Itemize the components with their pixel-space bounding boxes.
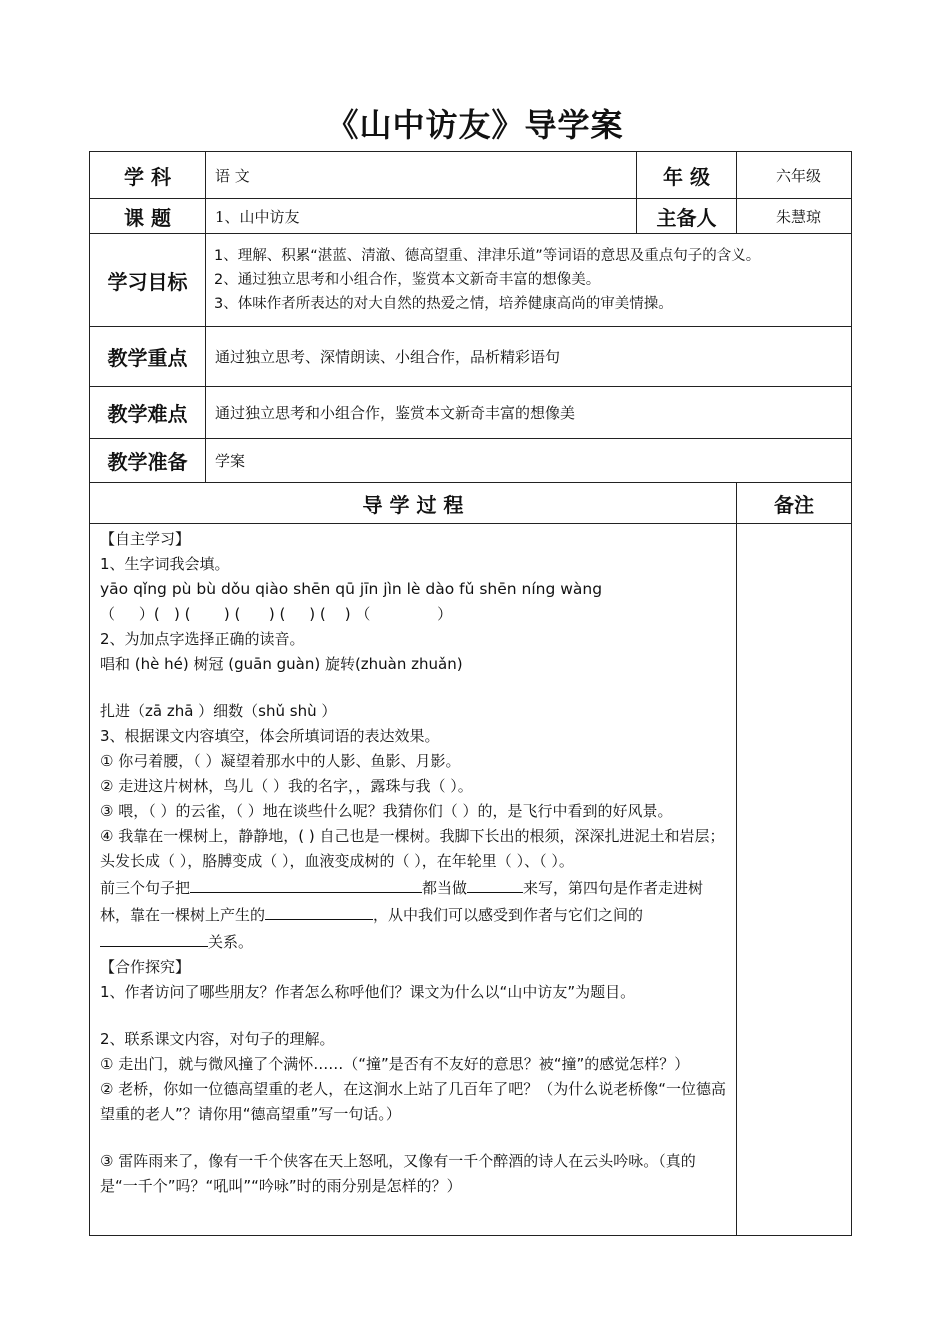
notes-column[interactable] — [737, 524, 852, 1236]
row-process-header — [90, 483, 852, 524]
lesson-plan-table — [89, 151, 852, 1236]
row-objectives — [90, 234, 852, 327]
question-3: 3、根据课文内容填空，体会所填词语的表达效果。 — [100, 727, 440, 745]
fill-text-a: 前三个句子把 — [100, 879, 191, 897]
objectives-list — [206, 234, 852, 327]
row-process-body — [90, 524, 852, 1236]
page-title: 《山中访友》导学案 — [326, 106, 624, 144]
process-header: 导 学 过 程 — [90, 483, 737, 524]
fill-text-c: 来写，第四句是作者走进树林，靠在一棵树上产生的 — [100, 879, 704, 924]
answer-brackets: （ ）( ) ( ) ( ) ( ) ( ) （ ） — [100, 605, 453, 623]
notes-header: 备注 — [737, 483, 852, 524]
cooperation-question-1: 1、作者访问了哪些朋友？作者怎么称呼他们？课文为什么以“山中访友”为题目。 — [100, 983, 636, 1001]
question-3-sentence-1: ① 你弓着腰，（ ）凝望着那水中的人影、鱼影、月影。 — [100, 752, 461, 770]
cooperation-question-2: 2、联系课文内容，对句子的理解。 — [100, 1030, 335, 1048]
topic-label: 课 题 — [90, 199, 206, 234]
fill-text-b: 都当做 — [422, 879, 468, 897]
grade-label: 年 级 — [637, 152, 737, 199]
objective-item: 3、体味作者所表达的对大自然的热爱之情，培养健康高尚的审美情操。 — [214, 296, 673, 312]
row-subject — [90, 152, 852, 199]
question-1: 1、生字词我会填。 — [100, 555, 230, 573]
question-2-options-a: 唱和 (hè hé) 树冠 (guān guàn) 旋转(zhuàn zhuǎn) — [100, 655, 463, 673]
subject-value: 语 文 — [206, 152, 637, 199]
question-3-fill-in — [100, 874, 728, 955]
topic-value: 1、山中访友 — [206, 199, 637, 234]
fill-blank[interactable] — [100, 928, 208, 947]
fill-text-e: 关系。 — [208, 933, 254, 951]
pinyin-line: yāo qǐng pù bù dǒu qiào shēn qū jīn jìn lè dào fǔ shēn níng wàng — [100, 580, 603, 598]
difficulties-value: 通过独立思考和小组合作，鉴赏本文新奇丰富的想像美 — [206, 387, 852, 439]
cooperation-sentence-1: ① 走出门，就与微风撞了个满怀……（“撞”是否有不友好的意思？被“撞”的感觉怎样？） — [100, 1055, 690, 1073]
question-3-sentence-3: ③ 喂，（ ）的云雀，（ ）地在谈些什么呢？我猜你们（ ）的，是飞行中看到的好风景。 — [100, 802, 673, 820]
question-3-sentence-2: ② 走进这片树林，鸟儿（ ）我的名字，，露珠与我（ ）。 — [100, 777, 473, 795]
objective-item: 2、通过独立思考和小组合作，鉴赏本文新奇丰富的想像美。 — [214, 272, 601, 288]
cooperation-sentence-2: ② 老桥，你如一位德高望重的老人，在这涧水上站了几百年了吧？（为什么说老桥像“一位德高望重的老人”？请你用“德高望重”写一句话。） — [100, 1080, 726, 1123]
key-points-value: 通过独立思考、深情朗读、小组合作，品析精彩语句 — [206, 327, 852, 387]
difficulties-label: 教学难点 — [90, 387, 206, 439]
preparation-label: 教学准备 — [90, 439, 206, 483]
fill-blank[interactable] — [190, 874, 422, 893]
row-difficulties — [90, 387, 852, 439]
row-key-points — [90, 327, 852, 387]
grade-value: 六年级 — [737, 152, 852, 199]
preparer-label: 主备人 — [637, 199, 737, 234]
fill-text-d: ，从中我们可以感受到作者与它们之间的 — [373, 906, 644, 924]
fill-blank[interactable] — [265, 901, 373, 920]
objective-item: 1、理解、积累“湛蓝、清澈、德高望重、津津乐道”等词语的意思及重点句子的含义。 — [214, 248, 761, 264]
cooperation-heading: 【合作探究】 — [100, 958, 191, 976]
self-study-heading: 【自主学习】 — [100, 530, 191, 548]
question-2: 2、为加点字选择正确的读音。 — [100, 630, 305, 648]
question-3-sentence-4: ④ 我靠在一棵树上，静静地，( ) 自己也是一棵树。我脚下长出的根须，深深扎进泥土和岩层；头发长成（ ），胳膊变成（ ），血液变成树的（ ），在年轮里（ ）、（ ）。 — [100, 827, 725, 870]
objectives-label: 学习目标 — [90, 234, 206, 327]
subject-label: 学 科 — [90, 152, 206, 199]
process-content — [90, 524, 737, 1236]
row-preparation — [90, 439, 852, 483]
question-2-options-b: 扎进（zā zhā ）细数（shǔ shù ） — [100, 702, 337, 720]
preparation-value: 学案 — [206, 439, 852, 483]
cooperation-sentence-3: ③ 雷阵雨来了，像有一千个侠客在天上怒吼，又像有一千个醉酒的诗人在云头吟咏。（真的是“一千个”吗？“吼叫”“吟咏”时的雨分别是怎样的？） — [100, 1152, 696, 1195]
fill-blank[interactable] — [467, 874, 523, 893]
row-topic — [90, 199, 852, 234]
preparer-value: 朱慧琼 — [737, 199, 852, 234]
key-points-label: 教学重点 — [90, 327, 206, 387]
